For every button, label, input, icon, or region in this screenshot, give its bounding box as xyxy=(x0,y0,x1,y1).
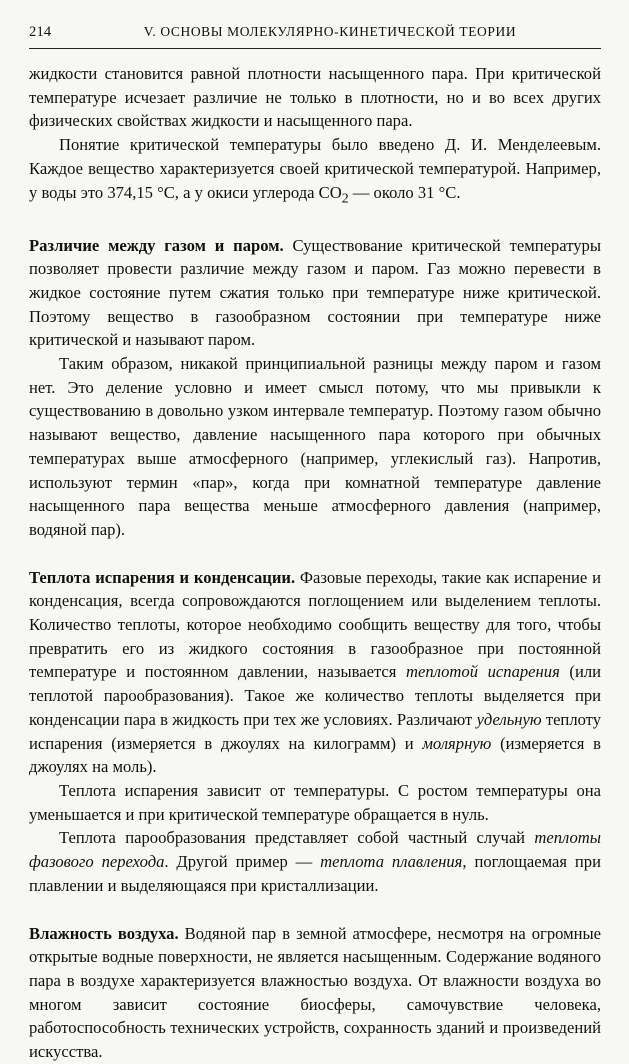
paragraph-mendeleev: Понятие критической температуры было введено Д. И. Менделеевым. Каждое вещество характеризуется своей критической температурой. Например, у воды это 374,15 °C, а у окиси углерода $CO_2$ — около 31 °C. xyxy=(29,135,601,205)
paragraph-gas-vapor-difference: Таким образом, никакой принципиальной разницы между паром и газом нет. Это деление условно и имеет смысл потому, что мы привыкли к существованию в довольно узком интервале температур. Поэтому газом обычно называют вещество, давление насыщенного пара которого при обычных температурах выше атмосферного (например, углекислый газ). Напротив, используют термин «пар», когда при комнатной температуре давление насыщенного пара вещества меньше атмосферного давления (например, водяной пар). xyxy=(29,354,601,539)
section-heat-of-vaporization: Теплота испарения и конденсации. Фазовые переходы, такие как испарение и конденсация, всегда сопровождаются поглощением или выделением теплоты. Количество теплоты, которое необходимо сообщить веществу для того, чтобы превратить его из жидкого состояния в газообразное при постоянной температуре и постоянном давлении, называется теплотой испарения (или теплотой парообразования). Такое же количество теплоты выделяется при конденсации пара в жидкость при тех же условиях. Различают удельную теплоту испарения (измеряется в джоулях на килограмм) и молярную (измеряется в джоулях на моль). xyxy=(29,567,602,777)
page-number: 214 xyxy=(29,24,52,40)
paragraph-critical-density: жидкости становится равной плотности насыщенного пара. При критической температуре исчезает различие не только в плотности, но и во всех других физических свойствах жидкости и насыщенного пара. xyxy=(29,64,601,131)
header-rule xyxy=(29,48,601,49)
paragraph-temperature-dependence: Теплота испарения зависит от температуры. С ростом температуры она уменьшается и при критической температуре обращается в нуль. xyxy=(29,781,601,824)
paragraph-phase-transition-heat: Теплота парообразования представляет собой частный случай теплоты фазового перехода. Другой пример — теплота плавления, поглощаемая при плавлении и выделяющаяся при кристаллизации. xyxy=(29,828,601,895)
section-heading: Теплота испарения и конденсации. xyxy=(29,567,296,587)
section-air-humidity: Влажность воздуха. Водяной пар в земной атмосфере, несмотря на огромные открытые водные поверхности, не является насыщенным. Содержание водяного пара в воздухе характеризуется влажностью воздуха. От влажности воздуха во многом зависит состояние биосферы, самочувствие человека, работоспособность технических устройств, сохранность зданий и произведений искусства. xyxy=(29,923,602,1062)
section-heading: Влажность воздуха. xyxy=(29,923,179,943)
running-header xyxy=(29,24,601,44)
section-gas-vs-vapor: Различие между газом и паром. Существование критической температуры позволяет провести различие между газом и паром. Газ можно перевести в жидкое состояние путем сжатия только при температуре ниже критической. Поэтому вещество в газообразном состоянии при температуре ниже критической и называют паром. xyxy=(29,235,601,350)
section-heading: Различие между газом и паром. xyxy=(29,235,284,255)
running-title: V. ОСНОВЫ МОЛЕКУЛЯРНО-КИНЕТИЧЕСКОЙ ТЕОРИИ xyxy=(143,24,517,39)
